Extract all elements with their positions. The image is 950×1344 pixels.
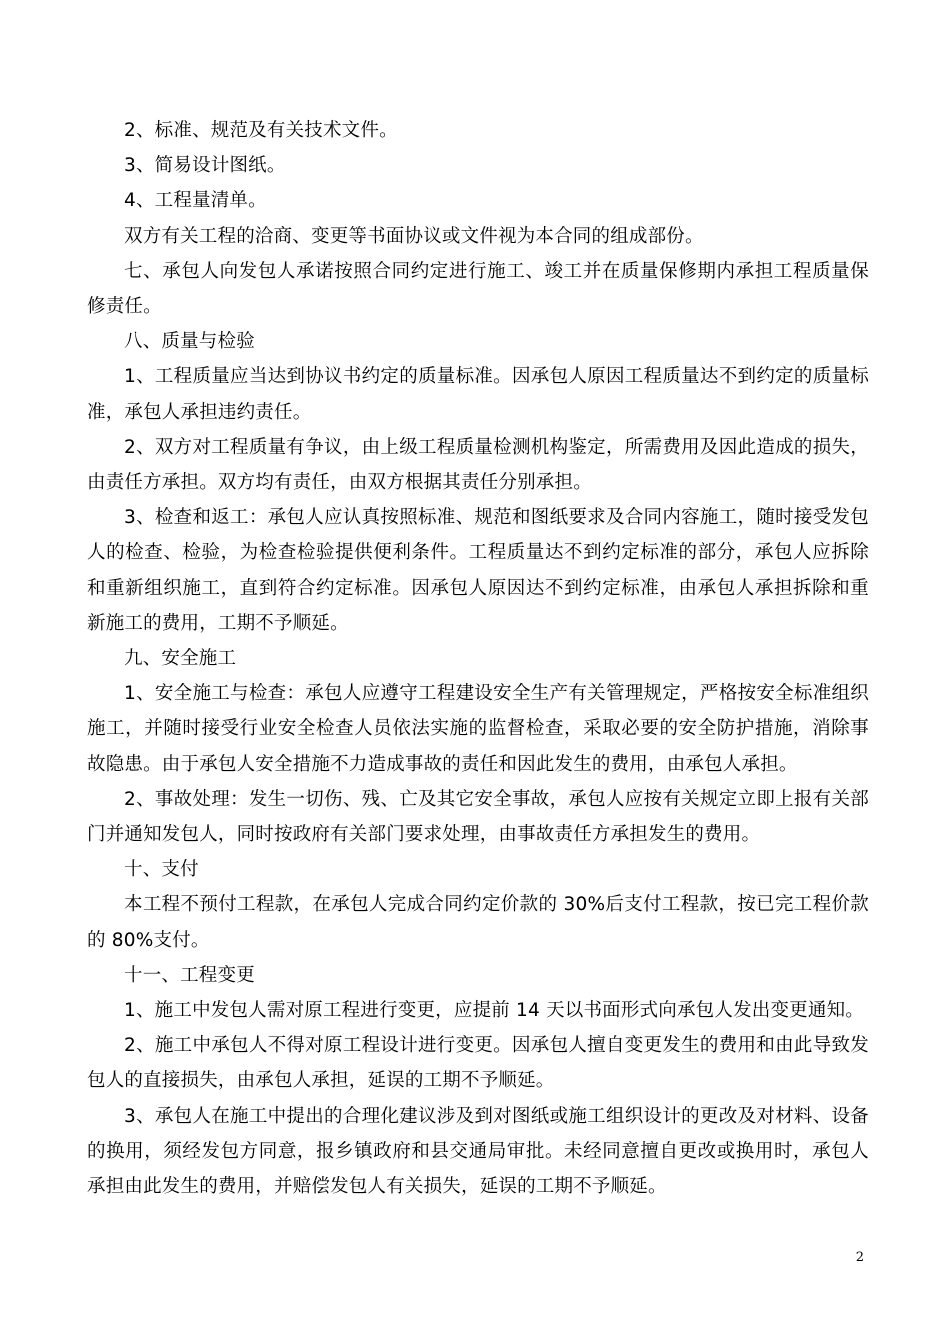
paragraph-section-7-warranty: 七、承包人向发包人承诺按照合同约定进行施工、竣工并在质量保修期内承担工程质量保修责任。 (87, 260, 869, 318)
paragraph-inspection-rework: 3、检查和返工：承包人应认真按照标准、规范和图纸要求及合同内容施工，随时接受发包人的检查、检验，为检查检验提供便利条件。工程质量达不到约定标准的部分，承包人应拆除和重新组织施工，直到符合约定标准。因承包人原因达不到约定标准，由承包人承担拆除和重新施工的费用，工期不予顺延。 (87, 507, 869, 634)
heading-section-8-quality: 八、质量与检验 (124, 331, 255, 353)
paragraph-technical-documents: 2、标准、规范及有关技术文件。 (124, 120, 398, 141)
paragraph-accident-handling: 2、事故处理：发生一切伤、残、亡及其它安全事故，承包人应按有关规定立即上报有关部门并通知发包人，同时按政府有关部门要求处理，由事故责任方承担发生的费用。 (87, 788, 869, 846)
paragraph-contract-components: 双方有关工程的洽商、变更等书面协议或文件视为本合同的组成部份。 (124, 225, 704, 247)
paragraph-payment-terms: 本工程不预付工程款，在承包人完成合同约定价款的 30%后支付工程款，按已完工程价款的 80%支付。 (87, 894, 869, 951)
paragraph-quality-standard: 1、工程质量应当达到协议书约定的质量标准。因承包人原因工程质量达不到约定的质量标准，承包人承担违约责任。 (87, 366, 869, 423)
paragraph-safety-inspection: 1、安全施工与检查：承包人应遵守工程建设安全生产有关管理规定，严格按安全标准组织施工，并随时接受行业安全检查人员依法实施的监督检查，采取必要的安全防护措施，消除事故隐患。由于承包人安全措施不力造成事故的责任和因此发生的费用，由承包人承担。 (87, 683, 869, 775)
heading-section-10-payment: 十、支付 (124, 859, 199, 881)
heading-section-11-changes: 十一、工程变更 (124, 964, 255, 986)
paragraph-employer-change: 1、施工中发包人需对原工程进行变更，应提前 14 天以书面形式向承包人发出变更通知。 (124, 1000, 864, 1022)
paragraph-bill-of-quantities: 4、工程量清单。 (124, 190, 267, 212)
heading-section-9-safety: 九、安全施工 (124, 648, 237, 670)
paragraph-design-drawings: 3、简易设计图纸。 (124, 155, 286, 177)
paragraph-quality-dispute: 2、双方对工程质量有争议，由上级工程质量检测机构鉴定，所需费用及因此造成的损失，由责任方承担。双方均有责任，由双方根据其责任分别承担。 (87, 436, 869, 494)
paragraph-contractor-no-change: 2、施工中承包人不得对原工程设计进行变更。因承包人擅自变更发生的费用和由此导致发包人的直接损失，由承包人承担，延误的工期不予顺延。 (87, 1035, 869, 1092)
document-body (87, 113, 869, 1204)
page-number: 2 (855, 1250, 864, 1265)
paragraph-rationalization-proposal: 3、承包人在施工中提出的合理化建议涉及到对图纸或施工组织设计的更改及对材料、设备的换用，须经发包方同意，报乡镇政府和县交通局审批。未经同意擅自更改或换用时，承包人承担由此发生的费用，并赔偿发包人有关损失，延误的工期不予顺延。 (87, 1105, 869, 1198)
